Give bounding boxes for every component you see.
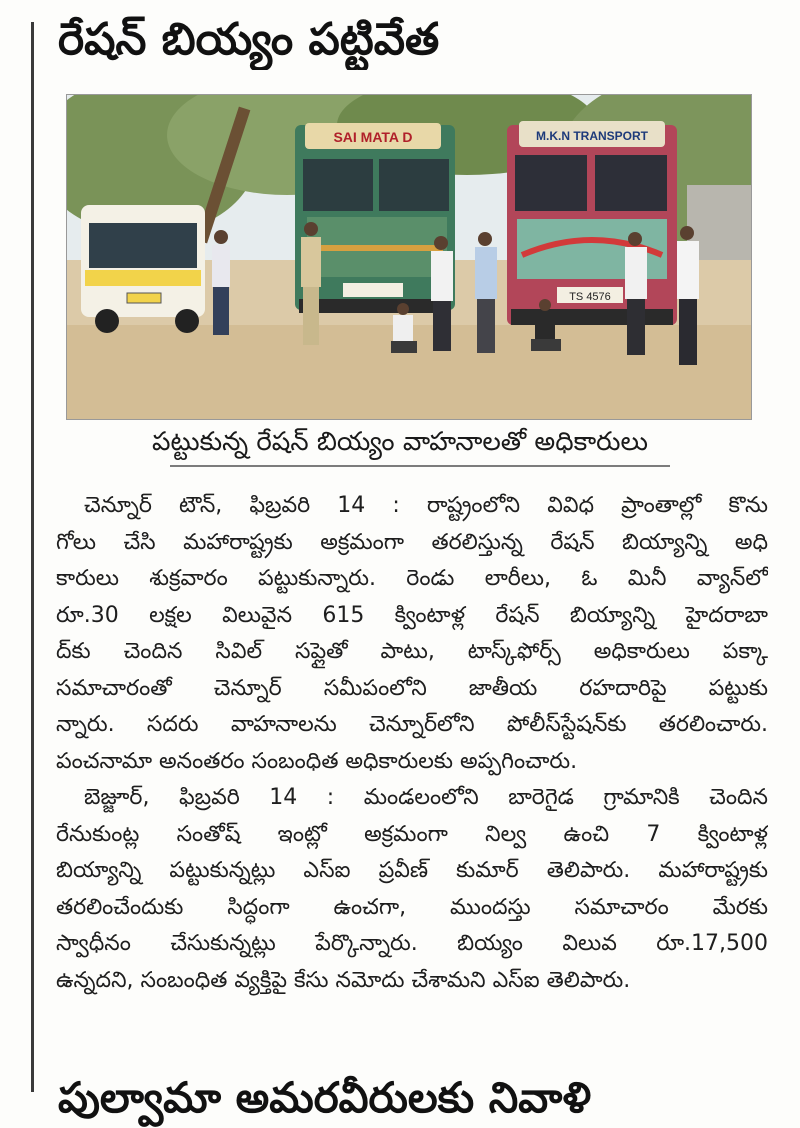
truck-right-plate: TS 4576: [569, 291, 611, 303]
news-photo: [66, 94, 752, 420]
article-line: న్నారు. సదరు వాహనాలను చెన్నూర్‌లోని పోలీస్‌స్టేషన్‌కు తరలించారు.: [56, 712, 768, 737]
article-line: స్వాధీనం చేసుకున్నట్లు పేర్కొన్నారు. బియ్యం విలువ రూ.17,500: [56, 931, 768, 956]
truck-right: [507, 121, 677, 325]
article-line: కారులు శుక్రవారం పట్టుకున్నారు. రెండు లారీలు, ఓ మినీ వ్యాన్‌లో: [56, 566, 768, 591]
article-line: సమాచారంతో చెన్నూర్ సమీపంలోని జాతీయ రహదారిపై పట్టుకు: [56, 675, 768, 701]
article-line: చెన్నూర్ టౌన్, ఫిబ్రవరి 14 : రాష్ట్రంలోని వివిధ ప్రాంతాల్లో కొను: [84, 493, 768, 518]
truck-right-sign: M.K.N TRANSPORT: [536, 129, 648, 143]
truck-left-sign: SAI MATA D: [333, 129, 413, 145]
person: [212, 230, 230, 335]
person: [625, 232, 647, 355]
person: [475, 232, 497, 353]
person: [301, 222, 321, 345]
article-line: రేనుకుంట్ల సంతోష్ ఇంట్లో అక్రమంగా నిల్వ ఉంచి 7 క్వింటాళ్ల: [56, 821, 768, 847]
photo-caption: పట్టుకున్న రేషన్ బియ్యం వాహనాలతో అధికారులు: [152, 427, 648, 457]
caption-underline: [170, 465, 670, 467]
column-rule: [31, 22, 34, 1092]
next-headline: పుల్వామా అమరవీరులకు నివాళి: [58, 1073, 592, 1122]
article-body: [56, 488, 768, 999]
article-line: గోలు చేసి మహారాష్ట్రకు అక్రమంగా తరలిస్తున్న రేషన్ బియ్యాన్ని అధి: [56, 529, 768, 555]
person: [431, 236, 453, 351]
article-line: ద్‌కు చెందిన సివిల్ సప్లైతో పాటు, టాస్క్‌ఫోర్స్ అధికారులు పక్కా: [56, 639, 768, 664]
article-line: బెజ్జూర్, ఫిబ్రవరి 14 : మండలంలోని బారెగైడ గ్రామానికి చెందిన: [84, 785, 768, 810]
article-line: తరలించేందుకు సిద్ధంగా ఉంచగా, ముందస్తు సమాచారం మేరకు: [56, 894, 768, 920]
article-line: ఉన్నదని, సంబంధిత వ్యక్తిపై కేసు నమోదు చేశామని ఎస్ఐ తెలిపారు.: [56, 967, 631, 993]
mini-van: [81, 205, 205, 333]
article-line: పంచనామా అనంతరం సంబంధిత అధికారులకు అప్పగించారు.: [56, 748, 578, 774]
article-line: రూ.30 లక్షల విలువైన 615 క్వింటాళ్ల రేషన్ బియ్యాన్ని హైదరాబా: [56, 602, 768, 628]
person: [677, 226, 699, 365]
article-line: బియ్యాన్ని పట్టుకున్నట్లు ఎస్ఐ ప్రవీణ్ కుమార్ తెలిపారు. మహారాష్ట్రకు: [56, 858, 768, 883]
headline: రేషన్ బియ్యం పట్టివేత: [58, 14, 440, 65]
